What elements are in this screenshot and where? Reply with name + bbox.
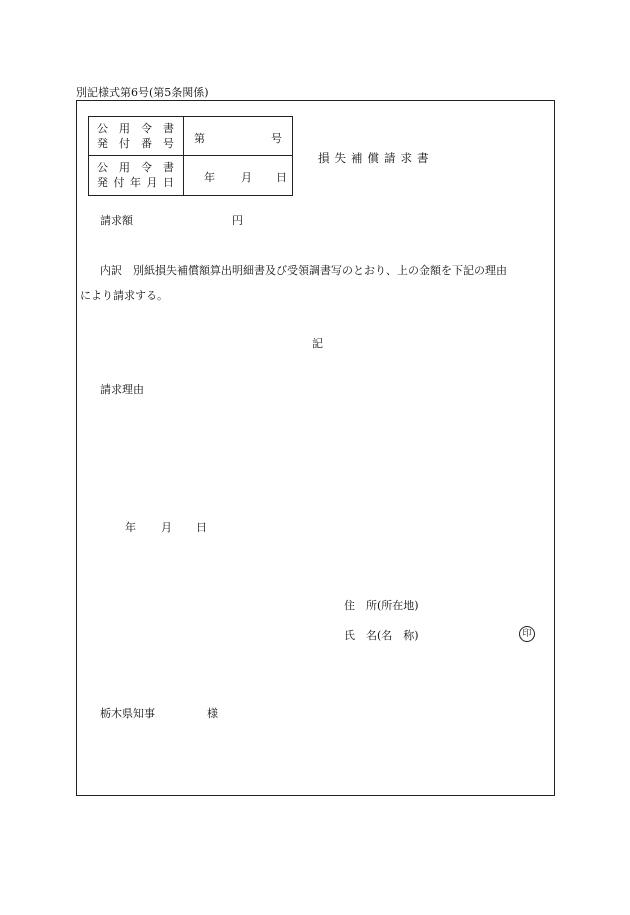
- order-number-field[interactable]: [184, 117, 292, 155]
- breakdown-line2: により請求する。: [80, 289, 168, 302]
- amount-unit: 円: [232, 214, 243, 227]
- order-date-field[interactable]: [184, 156, 292, 195]
- document-title: 損失補償請求書: [318, 151, 434, 165]
- submit-date-day: 日: [196, 521, 207, 534]
- document-frame: [76, 100, 555, 796]
- order-date-month: 月: [241, 171, 252, 184]
- order-date-day: 日: [276, 171, 287, 184]
- seal-icon: 印: [519, 626, 535, 642]
- order-date-label: [89, 156, 184, 195]
- order-number-label-line1: 公 用 令 書: [97, 122, 174, 135]
- name-label: 氏 名(名 称): [344, 629, 419, 642]
- order-number-suffix: 号: [271, 132, 282, 145]
- breakdown-paragraph: [80, 258, 550, 308]
- order-date-label-line2: 発 付 年 月 日: [97, 176, 174, 189]
- order-info-table: [88, 116, 293, 196]
- order-number-label-line2: 発 付 番 号: [97, 137, 174, 150]
- order-number-prefix: 第: [194, 132, 205, 145]
- addressee: 栃木県知事: [100, 707, 155, 720]
- order-number-row: [89, 117, 292, 156]
- breakdown-line1: 内訳 別紙損失補償額算出明細書及び受領調書写のとおり、上の金額を下記の理由: [100, 264, 507, 277]
- submit-date-year: 年: [125, 521, 136, 534]
- order-date-row: [89, 156, 292, 195]
- addressee-suffix: 様: [207, 707, 218, 720]
- order-number-label: [89, 117, 184, 155]
- address-label: 住 所(所在地): [344, 599, 419, 612]
- order-date-label-line1: 公 用 令 書: [97, 161, 174, 174]
- reason-label: 請求理由: [100, 383, 144, 396]
- ki-heading: 記: [312, 337, 323, 350]
- order-date-year: 年: [204, 171, 215, 184]
- submit-date-month: 月: [161, 521, 172, 534]
- form-label: 別記様式第6号(第5条関係): [76, 86, 209, 99]
- amount-label: 請求額: [100, 214, 133, 227]
